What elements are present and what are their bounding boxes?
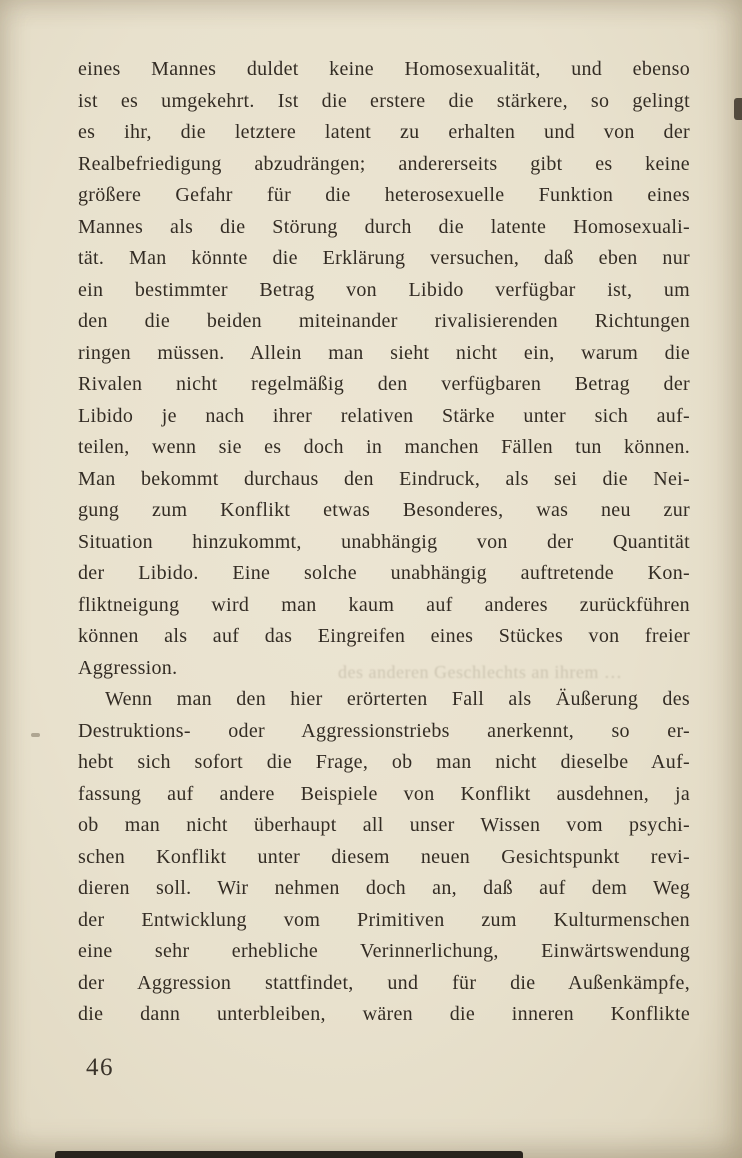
- text-line: Mannes als die Störung durch die latente Homosexuali-: [78, 215, 690, 238]
- text-line: die dann unterbleiben, wären die inneren Konflikte: [78, 1003, 690, 1025]
- text-line: es ihr, die letztere latent zu erhalten und von der: [78, 121, 690, 143]
- text-line: fliktneigung wird man kaum auf anderes zurückführen: [78, 593, 690, 616]
- text-line: tät. Man könnte die Erklärung versuchen, daß eben nur: [78, 247, 690, 269]
- text-line: teilen, wenn sie es doch in manchen Fällen tun können.: [78, 436, 690, 458]
- text-line: Realbefriedigung abzudrängen; andererseits gibt es keine: [78, 152, 690, 175]
- page-text: [78, 54, 690, 1031]
- text-line: der Aggression stattfindet, und für die Außenkämpfe,: [78, 971, 690, 994]
- text-line: fassung auf andere Beispiele von Konflikt ausdehnen, ja: [78, 782, 690, 805]
- text-line: Destruktions- oder Aggressionstriebs anerkennt, so er-: [78, 719, 690, 742]
- text-line: ein bestimmter Betrag von Libido verfügbar ist, um: [78, 278, 690, 301]
- scan-artifact-right-edge: [734, 98, 742, 120]
- text-line: eine sehr erhebliche Verinnerlichung, Einwärtswendung: [78, 940, 690, 962]
- scan-artifact-left-edge: [31, 733, 40, 737]
- text-line: größere Gefahr für die heterosexuelle Funktion eines: [78, 184, 690, 206]
- text-line: ist es umgekehrt. Ist die erstere die stärkere, so gelingt: [78, 89, 690, 112]
- text-line: hebt sich sofort die Frage, ob man nicht dieselbe Auf-: [78, 751, 690, 773]
- text-line: dieren soll. Wir nehmen doch an, daß auf dem Weg: [78, 877, 690, 899]
- text-line: Libido je nach ihrer relativen Stärke unter sich auf-: [78, 404, 690, 427]
- text-line: eines Mannes duldet keine Homosexualität, und ebenso: [78, 58, 690, 80]
- text-line: Man bekommt durchaus den Eindruck, als sei die Nei-: [78, 467, 690, 490]
- text-line: der Libido. Eine solche unabhängig auftretende Kon-: [78, 562, 690, 584]
- text-line: gung zum Konflikt etwas Besonderes, was neu zur: [78, 499, 690, 521]
- scan-artifact-bottom-strip: [55, 1151, 523, 1158]
- text-line: ringen müssen. Allein man sieht nicht ein, warum die: [78, 341, 690, 364]
- page-number: 46: [86, 1054, 114, 1081]
- page-bleed-through-text: des anderen Geschlechts an ihrem …: [338, 662, 623, 682]
- text-line: den die beiden miteinander rivalisierenden Richtungen: [78, 310, 690, 332]
- text-line: können als auf das Eingreifen eines Stückes von freier: [78, 625, 690, 647]
- text-line: ob man nicht überhaupt all unser Wissen vom psychi-: [78, 814, 690, 836]
- text-line: Rivalen nicht regelmäßig den verfügbaren Betrag der: [78, 373, 690, 395]
- text-line: schen Konflikt unter diesem neuen Gesichtspunkt revi-: [78, 845, 690, 868]
- text-line: Wenn man den hier erörterten Fall als Äußerung des: [105, 688, 690, 710]
- text-line: Aggression.: [78, 656, 178, 679]
- text-line: der Entwicklung vom Primitiven zum Kulturmenschen: [78, 908, 690, 931]
- text-line: Situation hinzukommt, unabhängig von der Quantität: [78, 530, 690, 553]
